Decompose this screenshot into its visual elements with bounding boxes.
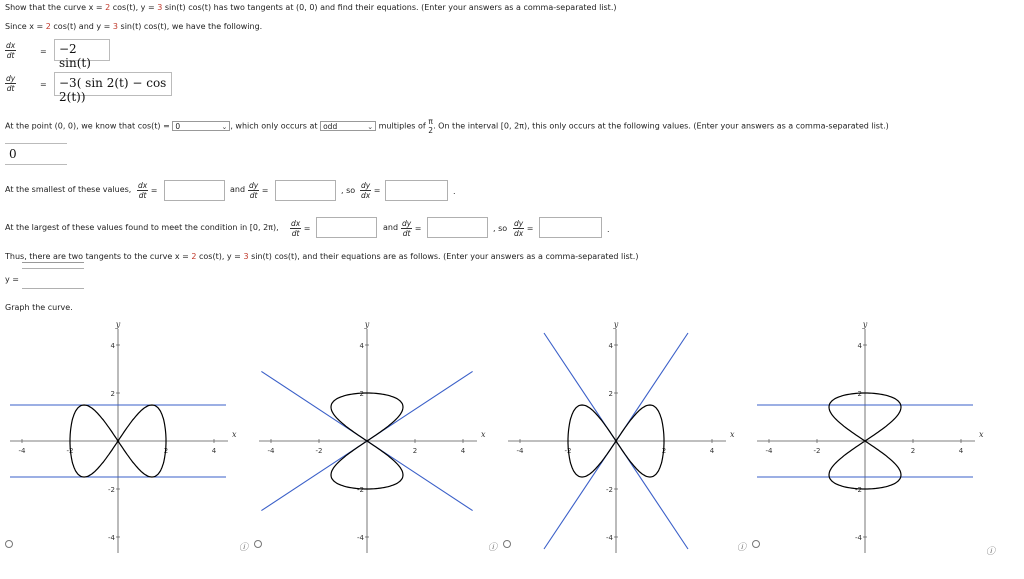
equals: = bbox=[414, 224, 422, 233]
tangent-answer-top-rule bbox=[22, 262, 84, 263]
thus-line bbox=[5, 252, 638, 261]
dxdt-answer[interactable] bbox=[54, 39, 110, 70]
y-tick-label: 4 bbox=[110, 342, 115, 350]
graph-panel-2 bbox=[259, 320, 486, 553]
equals: = bbox=[526, 224, 534, 233]
y-tick-label: 4 bbox=[857, 342, 862, 350]
frac-num: dy bbox=[402, 219, 412, 228]
graph-option-1-radio[interactable] bbox=[5, 540, 13, 548]
cos-value-select[interactable] bbox=[172, 121, 230, 131]
largest-dxdt-input[interactable] bbox=[316, 217, 377, 238]
equals: = bbox=[373, 186, 381, 195]
largest-period: . bbox=[607, 225, 610, 234]
x-axis-label: x bbox=[232, 430, 237, 439]
equals: = bbox=[150, 186, 158, 195]
frac-den: dt bbox=[138, 191, 147, 200]
smallest-so: , so bbox=[341, 186, 356, 195]
dy-num: dy bbox=[6, 74, 16, 83]
x-tick-label: -2 bbox=[564, 447, 572, 455]
dxdt-fraction bbox=[5, 41, 16, 60]
smallest-and: and bbox=[230, 185, 246, 194]
y-tick-label: 2 bbox=[857, 390, 862, 398]
x-tick-label: -4 bbox=[18, 447, 26, 455]
smallest-dydx-label bbox=[360, 181, 380, 200]
since-x-coef: 2 bbox=[45, 22, 51, 31]
y-tick-label: -4 bbox=[855, 534, 862, 542]
dydt-fraction bbox=[5, 74, 16, 93]
graph-option-4-radio[interactable] bbox=[752, 540, 760, 548]
parity-select[interactable] bbox=[320, 121, 376, 131]
thus-prefix: Thus, there are two tangents to the curve x = bbox=[5, 252, 192, 261]
y-axis-label: y bbox=[613, 320, 619, 329]
since-line bbox=[5, 22, 262, 31]
thus-mid: cos(t), y = bbox=[196, 252, 244, 261]
equals: = bbox=[303, 224, 311, 233]
dx-den: dt bbox=[6, 51, 15, 60]
x-tick-label: -2 bbox=[813, 447, 821, 455]
cos-select-value: 0 bbox=[175, 122, 181, 131]
frac-num: dx bbox=[291, 219, 301, 228]
largest-dxdt-label bbox=[290, 219, 310, 238]
graph-panel-3 bbox=[508, 320, 735, 553]
x-tick-label: 4 bbox=[460, 447, 466, 455]
point-mid: , which only occurs at bbox=[230, 121, 318, 131]
frac-den: dx bbox=[514, 229, 524, 238]
x-prefix: x = bbox=[88, 3, 106, 12]
thus-x-coef: 2 bbox=[191, 252, 197, 261]
interval-answer-value: 0 bbox=[9, 147, 17, 161]
pi-num: π bbox=[428, 117, 433, 126]
smallest-period: . bbox=[453, 187, 456, 196]
frac-num: dy bbox=[514, 219, 524, 228]
y-tick-label: -4 bbox=[606, 534, 613, 542]
largest-and: and bbox=[383, 223, 399, 232]
pi-den: 2 bbox=[428, 126, 434, 135]
smallest-dxdt-label bbox=[137, 181, 157, 200]
x-tick-label: 4 bbox=[211, 447, 217, 455]
y-tick-label: 4 bbox=[359, 342, 364, 350]
dx-num: dx bbox=[6, 41, 16, 50]
x-tick-label: 2 bbox=[910, 447, 916, 455]
largest-dydx-input[interactable] bbox=[539, 217, 602, 238]
y-equals-label: y = bbox=[5, 275, 19, 284]
point-line bbox=[5, 117, 889, 135]
largest-prefix: At the largest of these values found to meet the condition in [0, 2π), bbox=[5, 223, 279, 232]
dy-den: dt bbox=[6, 84, 15, 93]
y-tick-label: -2 bbox=[606, 486, 613, 494]
smallest-prefix: At the smallest of these values, bbox=[5, 185, 132, 194]
y-tick-label: -2 bbox=[357, 486, 364, 494]
frac-den: dt bbox=[402, 229, 411, 238]
since-y-coef: 3 bbox=[112, 22, 118, 31]
chevron-down-icon: ⌄ bbox=[221, 123, 228, 131]
y-tick-label: 2 bbox=[110, 390, 115, 398]
x-tick-label: -4 bbox=[516, 447, 524, 455]
frac-den: dt bbox=[291, 229, 300, 238]
x-tick-label: 2 bbox=[661, 447, 667, 455]
point-prefix: At the point (0, 0), we know that cos(t) = bbox=[5, 121, 170, 131]
info-icon[interactable]: ⓘ bbox=[986, 547, 996, 557]
y-tick-label: 2 bbox=[359, 390, 364, 398]
y-axis-label: y bbox=[862, 320, 868, 329]
graph-label: Graph the curve. bbox=[5, 303, 73, 312]
y-tick-label: 4 bbox=[608, 342, 613, 350]
multiples-of: multiples of bbox=[378, 121, 426, 131]
since-prefix: Since x = bbox=[5, 22, 46, 31]
dxdt-value: −2 sin(t) bbox=[59, 42, 91, 70]
frac-den: dx bbox=[361, 191, 371, 200]
x-coef: 2 bbox=[105, 3, 111, 12]
y-axis-label: y bbox=[364, 320, 370, 329]
problem-intro: Show that the curve bbox=[5, 3, 87, 12]
largest-dydt-label bbox=[401, 219, 421, 238]
largest-dydt-input[interactable] bbox=[427, 217, 488, 238]
frac-num: dy bbox=[361, 181, 371, 190]
x-tick-label: 4 bbox=[958, 447, 964, 455]
largest-dydx-label bbox=[513, 219, 533, 238]
frac-num: dy bbox=[249, 181, 259, 190]
info-icon[interactable]: ⓘ bbox=[239, 543, 249, 553]
graph-option-2-radio[interactable] bbox=[254, 540, 262, 548]
y-prefix: y = bbox=[140, 3, 158, 12]
point-rest: . On the interval [0, 2π), this only occurs at the following values. (Enter your answers as a comma-separated list.) bbox=[433, 121, 889, 131]
y-tick-label: -2 bbox=[108, 486, 115, 494]
chevron-down-icon: ⌄ bbox=[367, 123, 374, 131]
thus-y-coef: 3 bbox=[243, 252, 249, 261]
dydt-value: −3( sin 2(t) − cos 2(t)) bbox=[59, 76, 167, 104]
parity-select-value: odd bbox=[323, 122, 338, 131]
since-mid: cos(t) and y = bbox=[50, 22, 113, 31]
frac-den: dt bbox=[249, 191, 258, 200]
y-axis-label: y bbox=[115, 320, 121, 329]
x-tick-label: -2 bbox=[315, 447, 323, 455]
info-icon[interactable]: ⓘ bbox=[488, 543, 498, 553]
y-tick-label: -2 bbox=[855, 486, 862, 494]
x-rest: cos(t), bbox=[110, 3, 139, 12]
x-axis-label: x bbox=[481, 430, 486, 439]
problem-statement bbox=[5, 3, 616, 12]
x-tick-label: 2 bbox=[163, 447, 169, 455]
smallest-dydt-label bbox=[248, 181, 268, 200]
y-tick-label: -4 bbox=[108, 534, 115, 542]
graph-panel-4 bbox=[757, 320, 984, 553]
x-axis-label: x bbox=[979, 430, 984, 439]
dydt-equals: = bbox=[40, 80, 47, 89]
dydt-answer[interactable] bbox=[54, 72, 172, 104]
y-rest: sin(t) cos(t) has two tangents at (0, 0) and find their equations. (Enter your answers as a comma-separated list.) bbox=[162, 3, 617, 12]
smallest-dxdt-input[interactable] bbox=[164, 180, 225, 201]
y-tick-label: 2 bbox=[608, 390, 613, 398]
smallest-dydx-input[interactable] bbox=[385, 180, 448, 201]
x-tick-label: -4 bbox=[765, 447, 773, 455]
y-tick-label: -4 bbox=[357, 534, 364, 542]
frac-num: dx bbox=[138, 181, 148, 190]
tangent-equations-input[interactable] bbox=[22, 268, 84, 289]
dxdt-equals: = bbox=[40, 47, 47, 56]
largest-so: , so bbox=[493, 224, 508, 233]
smallest-dydt-input[interactable] bbox=[275, 180, 336, 201]
since-rest: sin(t) cos(t), we have the following. bbox=[118, 22, 263, 31]
info-icon[interactable]: ⓘ bbox=[737, 543, 747, 553]
x-tick-label: 2 bbox=[412, 447, 418, 455]
x-tick-label: -2 bbox=[66, 447, 74, 455]
graph-panel-1 bbox=[10, 320, 237, 553]
y-coef: 3 bbox=[157, 3, 163, 12]
equals: = bbox=[261, 186, 269, 195]
x-tick-label: 4 bbox=[709, 447, 715, 455]
x-axis-label: x bbox=[730, 430, 735, 439]
x-tick-label: -4 bbox=[267, 447, 275, 455]
interval-values-answer[interactable] bbox=[5, 143, 67, 165]
graph-option-3-radio[interactable] bbox=[503, 540, 511, 548]
graph-options bbox=[0, 318, 1024, 579]
thus-rest: sin(t) cos(t), and their equations are as follows. (Enter your answers as a comma-separated list.) bbox=[248, 252, 639, 261]
